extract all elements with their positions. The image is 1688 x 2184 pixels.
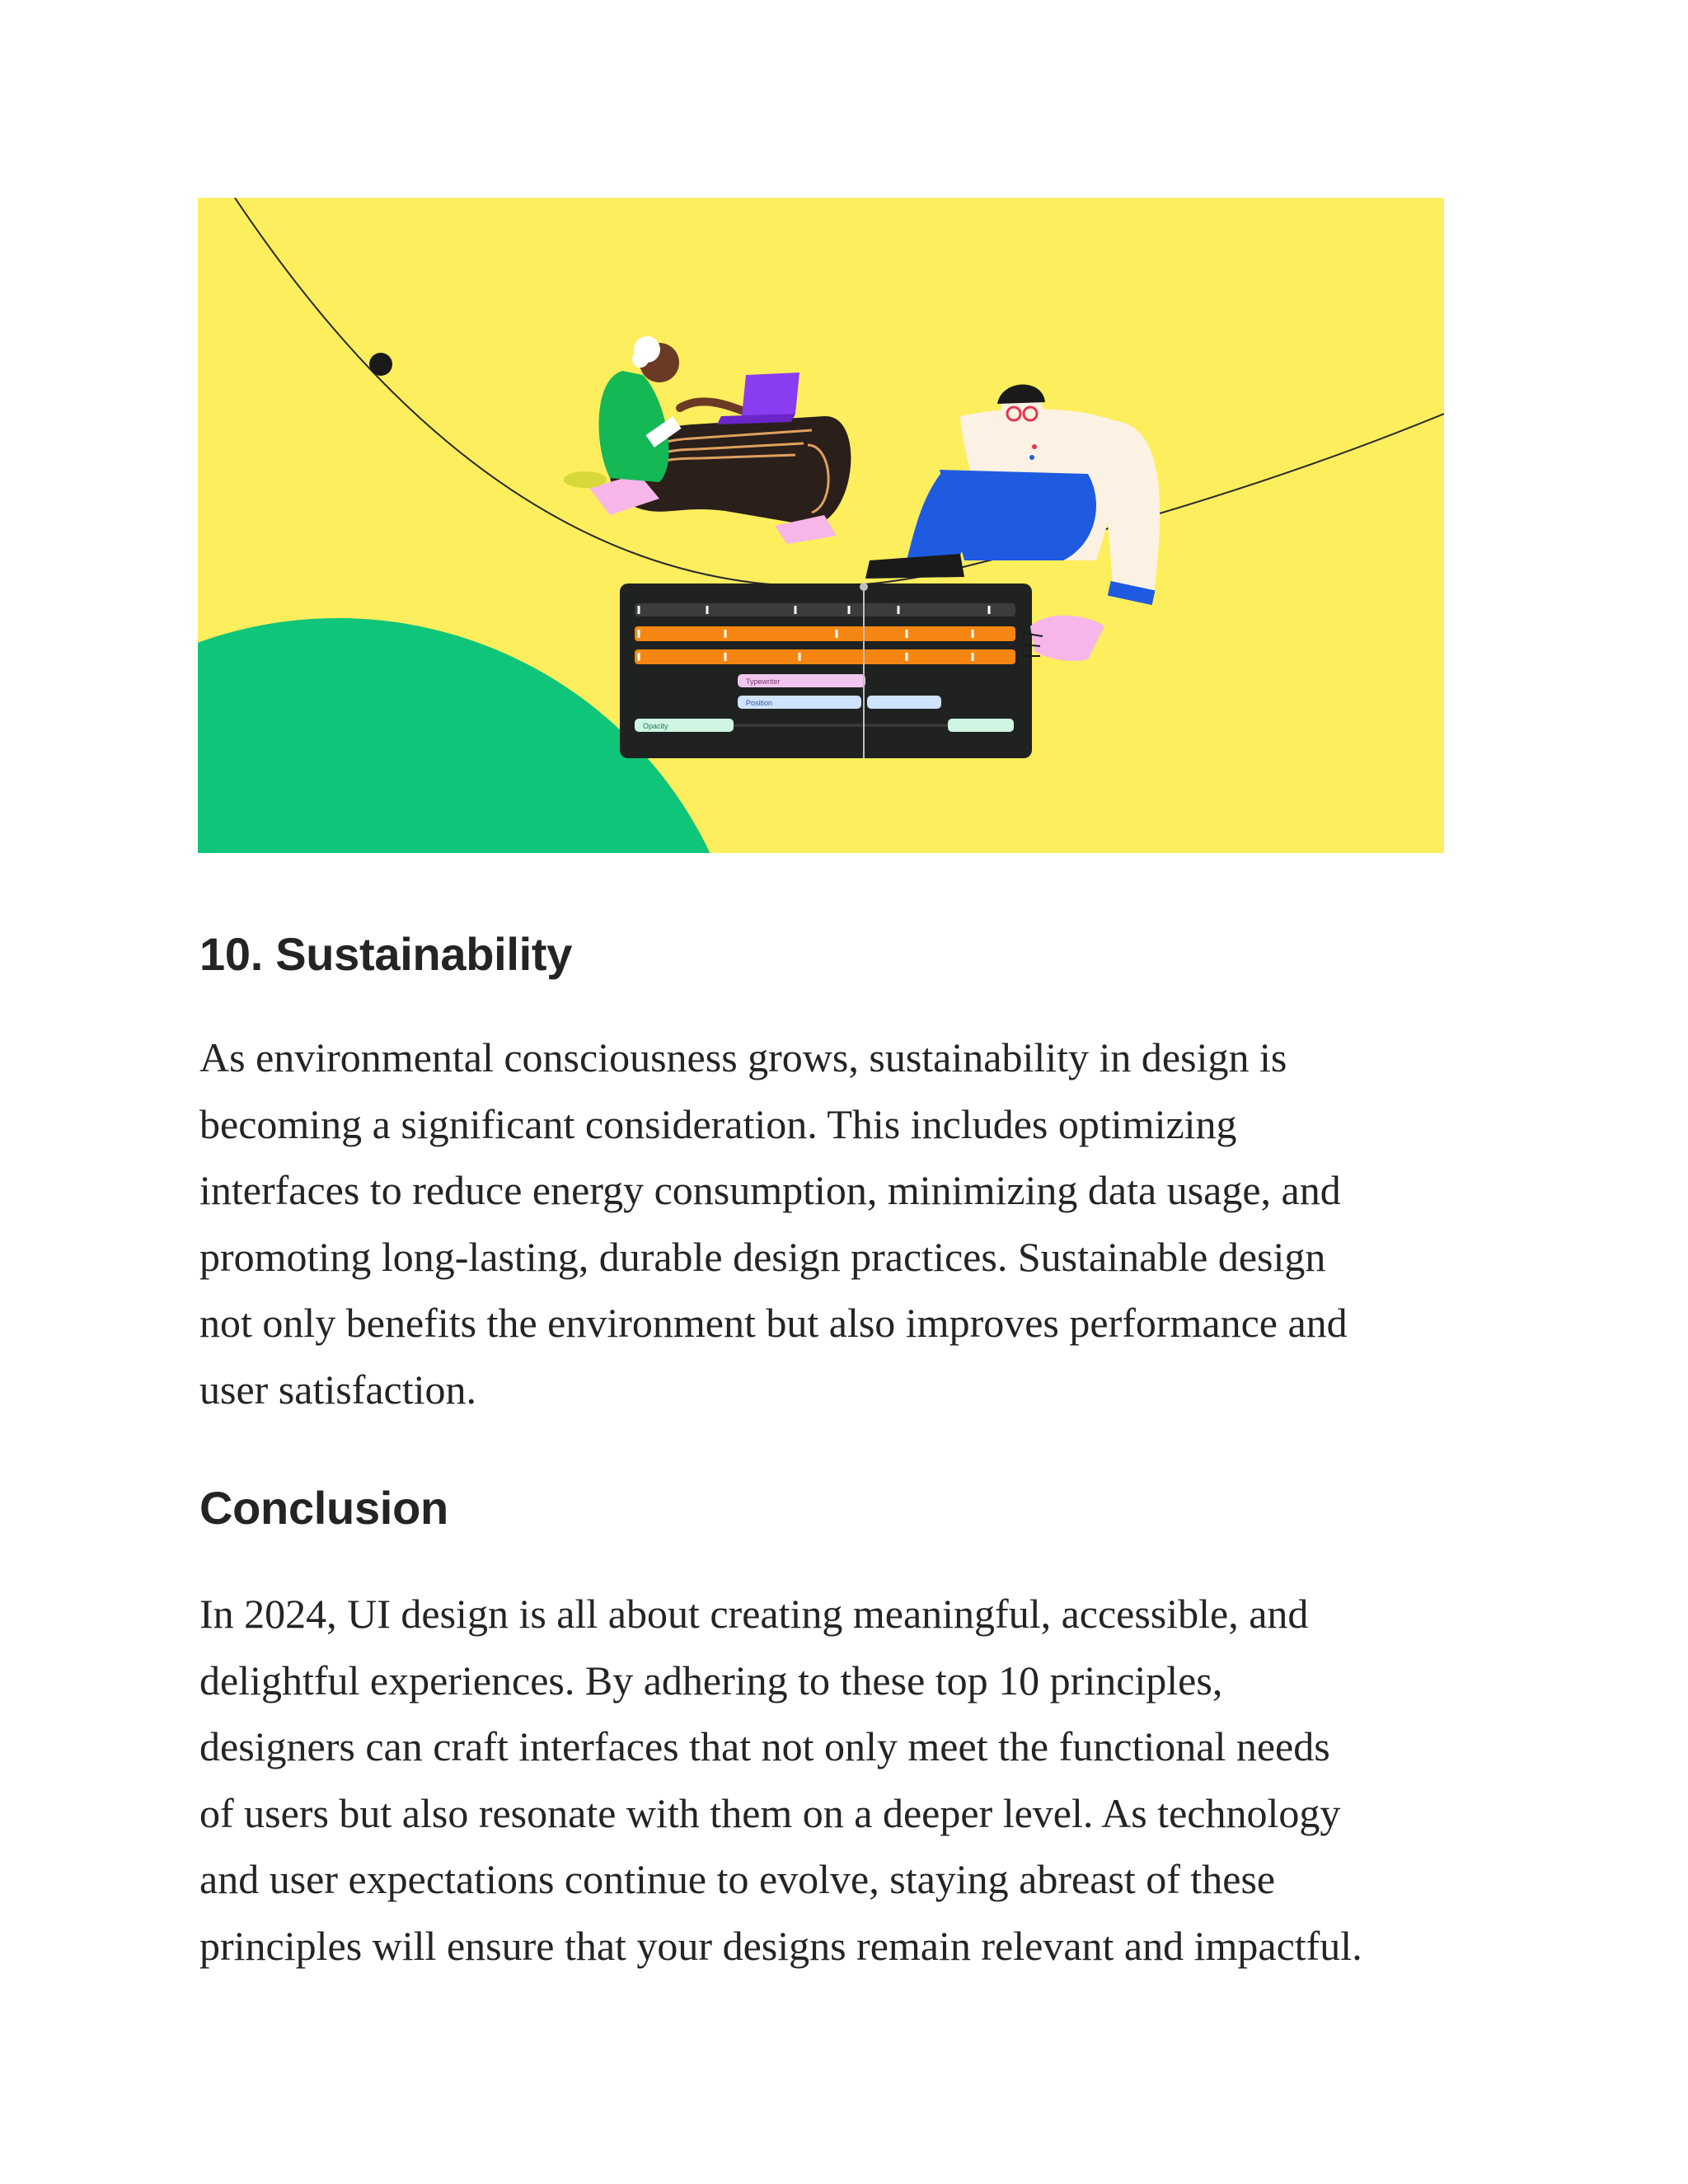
paragraph-line: interfaces to reduce energy consumption, minimizing data usage, and — [199, 1167, 1341, 1213]
timeline-label-opacity: Opacity — [643, 722, 668, 730]
section-heading-conclusion: Conclusion — [199, 1482, 448, 1534]
paragraph-line: user satisfaction. — [199, 1366, 477, 1413]
wire-dot — [369, 353, 392, 376]
paragraph-line: promoting long-lasting, durable design practices. Sustainable design — [199, 1233, 1326, 1280]
paragraph-line: In 2024, UI design is all about creating meaningful, accessible, and — [199, 1591, 1309, 1637]
paragraph-line: and user expectations continue to evolve, staying abreast of these — [199, 1856, 1276, 1902]
paragraph-line: delightful experiences. By adhering to these top 10 principles, — [199, 1657, 1223, 1704]
timeline-label-typewriter: Typewriter — [746, 677, 781, 686]
paragraph-line: becoming a significant consideration. This includes optimizing — [199, 1100, 1237, 1147]
hero-illustration — [198, 198, 1444, 853]
conclusion-paragraph — [199, 1581, 1502, 1979]
sustainability-paragraph — [199, 1024, 1502, 1422]
paragraph-line: not only benefits the environment but also improves performance and — [199, 1300, 1348, 1346]
timeline-panel — [620, 583, 1032, 758]
paragraph-line: principles will ensure that your designs remain relevant and impactful. — [199, 1922, 1362, 1969]
paragraph-line: designers can craft interfaces that not only meet the functional needs — [199, 1723, 1330, 1769]
paragraph-line: As environmental consciousness grows, sustainability in design is — [199, 1034, 1287, 1080]
paragraph-line: of users but also resonate with them on a deeper level. As technology — [199, 1789, 1341, 1836]
section-heading-sustainability: 10. Sustainability — [199, 928, 573, 980]
timeline-label-position: Position — [746, 699, 773, 707]
